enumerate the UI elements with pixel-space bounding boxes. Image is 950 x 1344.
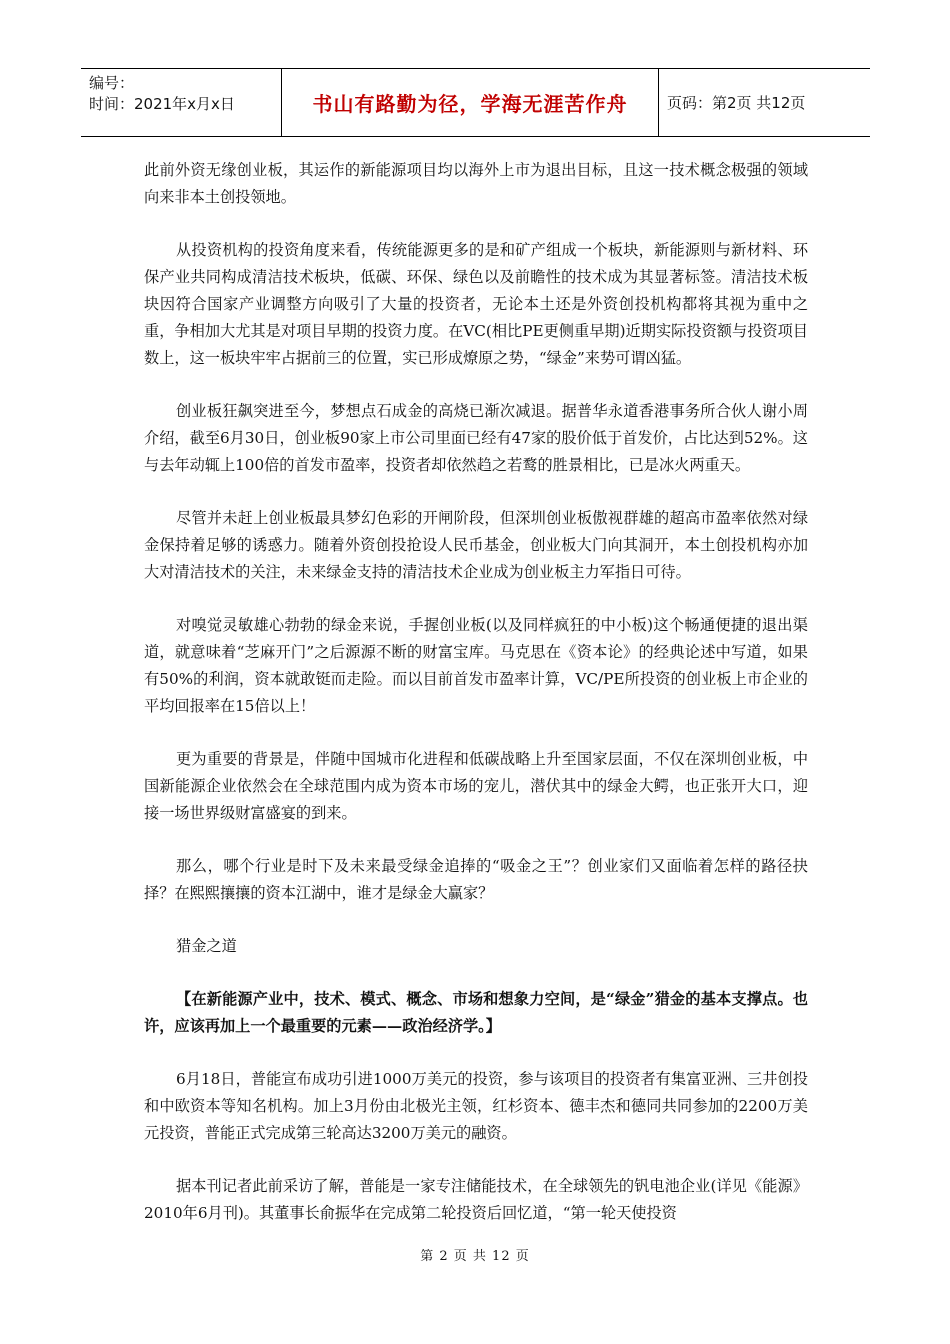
section-summary: 【在新能源产业中，技术、模式、概念、市场和想象力空间，是“绿金”猎金的基本支撑点。也许，应该再加上一个最重要的元素——政治经济学。】 — [144, 990, 808, 1035]
paragraph: 据本刊记者此前采访了解，普能是一家专注储能技术，在全球领先的钒电池企业(详见《能源》2010年6月刊)。其董事长俞振华在完成第二轮投资后回忆道，“第一轮天使投资 — [144, 1177, 808, 1222]
document-number-label: 编号： — [89, 74, 135, 92]
paragraph: 尽管并未赶上创业板最具梦幻色彩的开闸阶段，但深圳创业板傲视群雄的超高市盈率依然对绿金保持着足够的诱惑力。随着外资创投抢设人民币基金，创业板大门向其洞开，本土创投机构亦加大对清洁技术的关注，未来绿金支持的清洁技术企业成为创业板主力军指日可待。 — [144, 509, 808, 581]
header-meta — [81, 69, 281, 136]
page-footer: 第 2 页 共 12 页 — [420, 1249, 530, 1264]
header-motto: 书山有路勤为径，学海无涯苦作舟 — [281, 69, 659, 136]
paragraph: 6月18日，普能宣布成功引进1000万美元的投资，参与该项目的投资者有集富亚洲、三井创投和中欧资本等知名机构。加上3月份由北极光主领，红杉资本、德丰杰和德同共同参加的2200万美元投资，普能正式完成第三轮高达3200万美元的融资。 — [144, 1070, 808, 1142]
section-heading: 猎金之道 — [176, 937, 237, 955]
paragraph: 那么，哪个行业是时下及未来最受绿金追捧的“吸金之王”？创业家们又面临着怎样的路径抉择？在熙熙攘攘的资本江湖中，谁才是绿金大赢家？ — [144, 857, 808, 902]
paragraph: 从投资机构的投资角度来看，传统能源更多的是和矿产组成一个板块，新能源则与新材料、环保产业共同构成清洁技术板块，低碳、环保、绿色以及前瞻性的技术成为其显著标签。清洁技术板块因符合国家产业调整方向吸引了大量的投资者，无论本土还是外资创投机构都将其视为重中之重，争相加大尤其是对项目早期的投资力度。在VC(相比PE更侧重早期)近期实际投资额与投资项目数上，这一板块牢牢占据前三的位置，实已形成燎原之势，“绿金”来势可谓凶猛。 — [144, 241, 808, 367]
paragraph: 更为重要的背景是，伴随中国城市化进程和低碳战略上升至国家层面，不仅在深圳创业板，中国新能源企业依然会在全球范围内成为资本市场的宠儿，潜伏其中的绿金大鳄，也正张开大口，迎接一场世界级财富盛宴的到来。 — [144, 750, 808, 822]
paragraph: 对嗅觉灵敏雄心勃勃的绿金来说，手握创业板(以及同样疯狂的中小板)这个畅通便捷的退出渠道，就意味着“芝麻开门”之后源源不断的财富宝库。马克思在《资本论》的经典论述中写道，如果有50%的利润，资本就敢铤而走险。而以目前首发市盈率计算，VC/PE所投资的创业板上市企业的平均回报率在15倍以上！ — [144, 616, 808, 715]
page-header — [81, 68, 870, 137]
paragraph: 此前外资无缘创业板，其运作的新能源项目均以海外上市为退出目标，且这一技术概念极强的领域向来非本土创投领地。 — [144, 161, 808, 206]
document-body — [144, 157, 808, 1253]
paragraph: 创业板狂飙突进至今，梦想点石成金的高烧已渐次减退。据普华永道香港事务所合伙人谢小周介绍，截至6月30日，创业板90家上市公司里面已经有47家的股价低于首发价，占比达到52%。这与去年动辄上100倍的首发市盈率，投资者却依然趋之若鹜的胜景相比，已是冰火两重天。 — [144, 402, 808, 474]
header-page-info: 页码：第2页 共12页 — [667, 94, 806, 112]
document-date: 时间：2021年x月x日 — [89, 95, 235, 113]
